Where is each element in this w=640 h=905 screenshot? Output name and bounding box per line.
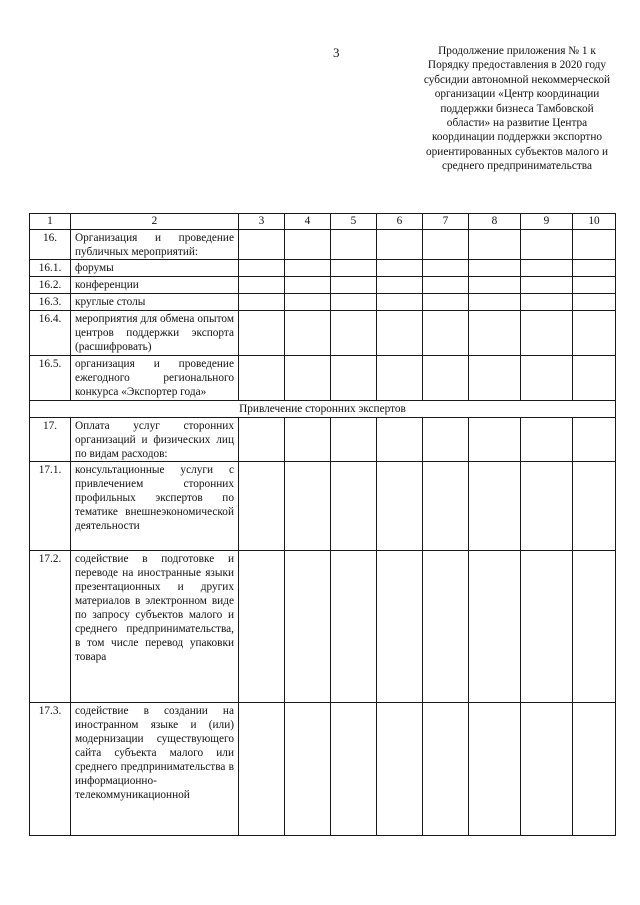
value-cell <box>239 551 285 703</box>
value-cell <box>285 230 331 260</box>
row-number: 16.4. <box>30 311 71 356</box>
value-cell <box>573 418 616 462</box>
value-cell <box>521 260 573 277</box>
value-cell <box>423 418 469 462</box>
appendix-header-note: Продолжение приложения № 1 к Порядку предоставления в 2020 году субсидии автономной некоммерческой организации «Центр координации поддержки бизнеса Тамбовской области» на развитие Центра координации поддержки экспортно ориентированных субъектов малого и среднего предпринимательства <box>423 45 611 173</box>
section-title: Привлечение сторонних экспертов <box>30 401 616 418</box>
value-cell <box>469 311 521 356</box>
value-cell <box>521 230 573 260</box>
table-row <box>30 294 616 311</box>
table-row <box>30 230 616 260</box>
value-cell <box>331 311 377 356</box>
value-cell <box>239 311 285 356</box>
value-cell <box>331 260 377 277</box>
value-cell <box>469 294 521 311</box>
value-cell <box>239 277 285 294</box>
value-cell <box>423 551 469 703</box>
value-cell <box>377 462 423 551</box>
value-cell <box>423 703 469 836</box>
table-row <box>30 356 616 401</box>
value-cell <box>423 462 469 551</box>
value-cell <box>285 551 331 703</box>
value-cell <box>239 462 285 551</box>
value-cell <box>239 356 285 401</box>
value-cell <box>573 277 616 294</box>
value-cell <box>285 356 331 401</box>
row-number: 17. <box>30 418 71 462</box>
value-cell <box>239 260 285 277</box>
column-header: 2 <box>71 214 239 230</box>
column-header: 5 <box>331 214 377 230</box>
value-cell <box>331 703 377 836</box>
value-cell <box>285 294 331 311</box>
row-description: круглые столы <box>71 294 239 311</box>
column-header: 3 <box>239 214 285 230</box>
value-cell <box>573 294 616 311</box>
row-description: организация и проведение ежегодного регионального конкурса «Экспортер года» <box>71 356 239 401</box>
row-number: 16.5. <box>30 356 71 401</box>
value-cell <box>521 551 573 703</box>
expense-table <box>29 213 616 836</box>
value-cell <box>423 356 469 401</box>
value-cell <box>469 418 521 462</box>
value-cell <box>377 311 423 356</box>
value-cell <box>331 551 377 703</box>
row-description: мероприятия для обмена опытом центров поддержки экспорта (расшифровать) <box>71 311 239 356</box>
row-description: форумы <box>71 260 239 277</box>
value-cell <box>423 311 469 356</box>
value-cell <box>469 703 521 836</box>
value-cell <box>377 551 423 703</box>
value-cell <box>285 311 331 356</box>
value-cell <box>573 703 616 836</box>
value-cell <box>521 277 573 294</box>
column-header: 10 <box>573 214 616 230</box>
value-cell <box>377 277 423 294</box>
value-cell <box>331 356 377 401</box>
value-cell <box>285 418 331 462</box>
row-description: Оплата услуг сторонних организаций и физических лиц по видам расходов: <box>71 418 239 462</box>
value-cell <box>469 356 521 401</box>
value-cell <box>573 311 616 356</box>
value-cell <box>521 294 573 311</box>
value-cell <box>469 551 521 703</box>
value-cell <box>423 260 469 277</box>
value-cell <box>423 230 469 260</box>
value-cell <box>239 418 285 462</box>
value-cell <box>377 418 423 462</box>
value-cell <box>469 260 521 277</box>
value-cell <box>285 277 331 294</box>
row-number: 17.3. <box>30 703 71 836</box>
value-cell <box>469 230 521 260</box>
value-cell <box>521 462 573 551</box>
value-cell <box>377 260 423 277</box>
value-cell <box>521 418 573 462</box>
header-row <box>30 214 616 230</box>
value-cell <box>239 230 285 260</box>
column-header: 9 <box>521 214 573 230</box>
row-number: 16.3. <box>30 294 71 311</box>
row-number: 17.1. <box>30 462 71 551</box>
value-cell <box>469 277 521 294</box>
row-number: 17.2. <box>30 551 71 703</box>
row-number: 16.1. <box>30 260 71 277</box>
row-number: 16.2. <box>30 277 71 294</box>
value-cell <box>377 356 423 401</box>
value-cell <box>285 260 331 277</box>
column-header: 7 <box>423 214 469 230</box>
table-row <box>30 311 616 356</box>
value-cell <box>573 462 616 551</box>
column-header: 1 <box>30 214 71 230</box>
table-row <box>30 551 616 703</box>
value-cell <box>377 703 423 836</box>
value-cell <box>521 356 573 401</box>
value-cell <box>573 230 616 260</box>
row-description: консультационные услуги с привлечением сторонних профильных экспертов по тематике внешнеэкономической деятельности <box>71 462 239 551</box>
value-cell <box>331 418 377 462</box>
row-description: Организация и проведение публичных мероприятий: <box>71 230 239 260</box>
value-cell <box>521 703 573 836</box>
value-cell <box>573 356 616 401</box>
table-row <box>30 260 616 277</box>
value-cell <box>573 260 616 277</box>
column-header: 4 <box>285 214 331 230</box>
value-cell <box>423 294 469 311</box>
value-cell <box>331 230 377 260</box>
value-cell <box>377 294 423 311</box>
value-cell <box>469 462 521 551</box>
value-cell <box>239 294 285 311</box>
value-cell <box>331 294 377 311</box>
row-description: содействие в подготовке и переводе на иностранные языки презентационных и других материалов в электронном виде по запросу субъектов малого и среднего предпринимательства, в том числе перевод упаковки товара <box>71 551 239 703</box>
value-cell <box>573 551 616 703</box>
table-row <box>30 462 616 551</box>
value-cell <box>285 703 331 836</box>
table-row <box>30 703 616 836</box>
value-cell <box>377 230 423 260</box>
row-description: конференции <box>71 277 239 294</box>
value-cell <box>423 277 469 294</box>
page-number: 3 <box>333 45 340 60</box>
value-cell <box>239 703 285 836</box>
value-cell <box>331 277 377 294</box>
row-number: 16. <box>30 230 71 260</box>
value-cell <box>521 311 573 356</box>
column-header: 8 <box>469 214 521 230</box>
value-cell <box>285 462 331 551</box>
table-row <box>30 418 616 462</box>
row-description: содействие в создании на иностранном языке и (или) модернизации существующего сайта субъекта малого или среднего предпринимательства в информационно-телекоммуникационной <box>71 703 239 836</box>
column-header: 6 <box>377 214 423 230</box>
section-row <box>30 401 616 418</box>
value-cell <box>331 462 377 551</box>
table-row <box>30 277 616 294</box>
